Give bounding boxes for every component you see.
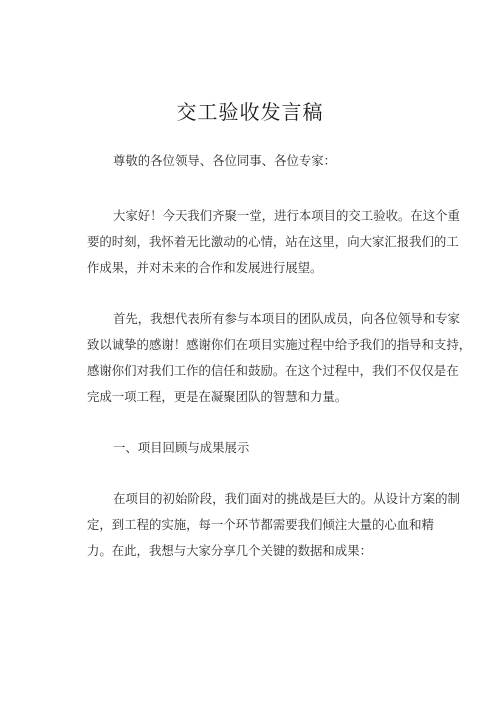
paragraph-line: 大家好！今天我们齐聚一堂，进行本项目的交工验收。在这个重 (113, 208, 460, 223)
paragraph-line: 感谢你们对我们工作的信任和鼓励。在这个过程中，我们不仅仅是在 (87, 363, 459, 378)
paragraph-line: 在项目的初始阶段，我们面对的挑战是巨大的。从设计方案的制 (113, 491, 460, 506)
paragraph-thanks (87, 306, 472, 410)
paragraph-line: 要的时刻，我怀着无比激动的心情，站在这里，向大家汇报我们的工 (87, 234, 459, 249)
paragraph-line: 定，到工程的实施，每一个环节都需要我们倾注大量的心血和精 (87, 517, 434, 532)
paragraph-greeting (87, 203, 460, 281)
section-heading: 一、项目回顾与成果展示 (113, 440, 250, 455)
paragraph-line: 致以诚挚的感谢！感谢你们在项目实施过程中给予我们的指导和支持， (87, 337, 472, 352)
paragraph-line: 首先，我想代表所有参与本项目的团队成员，向各位领导和专家 (113, 311, 460, 326)
paragraph-review (87, 486, 460, 564)
salutation: 尊敬的各位领导、各位同事、各位专家： (113, 153, 337, 168)
paragraph-line: 作成果，并对未来的合作和发展进行展望。 (87, 260, 323, 275)
document-title: 交工验收发言稿 (176, 100, 324, 124)
paragraph-line: 完成一项工程，更是在凝聚团队的智慧和力量。 (87, 389, 348, 404)
paragraph-line: 力。在此，我想与大家分享几个关键的数据和成果： (87, 543, 372, 558)
